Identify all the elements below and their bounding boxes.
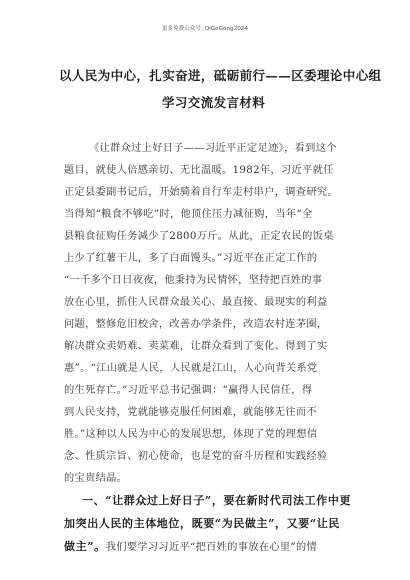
body-line: 《让群众过上好日子——习近平正定足迹》，看到这个 — [89, 143, 337, 154]
document-title-line-1: 以人民为中心，扎实奋进，砥砺前行——区委理论中心组 — [59, 68, 382, 83]
body-text-continuation: 我们要学习习近平“把百姓的事放在心里”的情 — [105, 542, 318, 553]
body-line: 题目，就使人倍感亲切、无比温暖。1982年，习近平就任 — [64, 165, 334, 176]
body-line: 解决群众卖奶难、卖菜难，让群众看到了变化、得到了实 — [64, 341, 328, 352]
body-line: 上少了红薯干儿，多了白面馒头。”习近平在正定工作的 — [64, 253, 318, 264]
body-line: 到人民支持，党就能够克服任何困难，就能够无往而不 — [64, 407, 317, 418]
section-heading-line-3 — [64, 538, 317, 554]
watermark-text: 更多免费公众号: QiGoGong2024 — [161, 26, 249, 32]
section-heading-line-2: 加突出人民的主体地位，既要“为民做主”，又要“让民 — [64, 517, 340, 530]
body-line: 惠”。“江山就是人民，人民就是江山，人心向背关系党 — [64, 363, 318, 374]
section-heading-bold-tail: 做主”。 — [64, 540, 106, 553]
document-title-line-2: 学习交流发言材料 — [162, 95, 266, 110]
body-line: 的生死存亡。”习近平总书记强调：“赢得人民信任，得 — [64, 385, 313, 396]
body-line: 当得知“粮食不够吃”时，他顶住压力减征购，当年“全 — [64, 209, 313, 220]
body-line: 正定县委副书记后，开始骑着自行车走村串户，调查研究。 — [64, 187, 338, 198]
body-line: 念、性质宗旨、初心使命，也是党的奋斗历程和实践经验 — [64, 451, 328, 462]
body-line: 胜。”这种以人民为中心的发展思想，体现了党的理想信 — [64, 429, 318, 440]
body-line: 放在心里，抓住人民群众最关心、最直接、最现实的利益 — [64, 297, 328, 308]
body-line: “一千多个日日夜夜，他秉持为民情怀，坚持把百姓的事 — [64, 275, 323, 286]
body-line: 的宝贵结晶。 — [64, 473, 128, 484]
body-line: 问题，整修危旧校舍，改善办学条件，改造农村连茅圈， — [64, 319, 328, 330]
body-line: 县粮食征购任务减少了2800万斤。从此，正定农民的饭桌 — [64, 231, 334, 242]
section-heading-line-1: 一、“让群众过上好日子”，要在新时代司法工作中更 — [82, 494, 352, 507]
